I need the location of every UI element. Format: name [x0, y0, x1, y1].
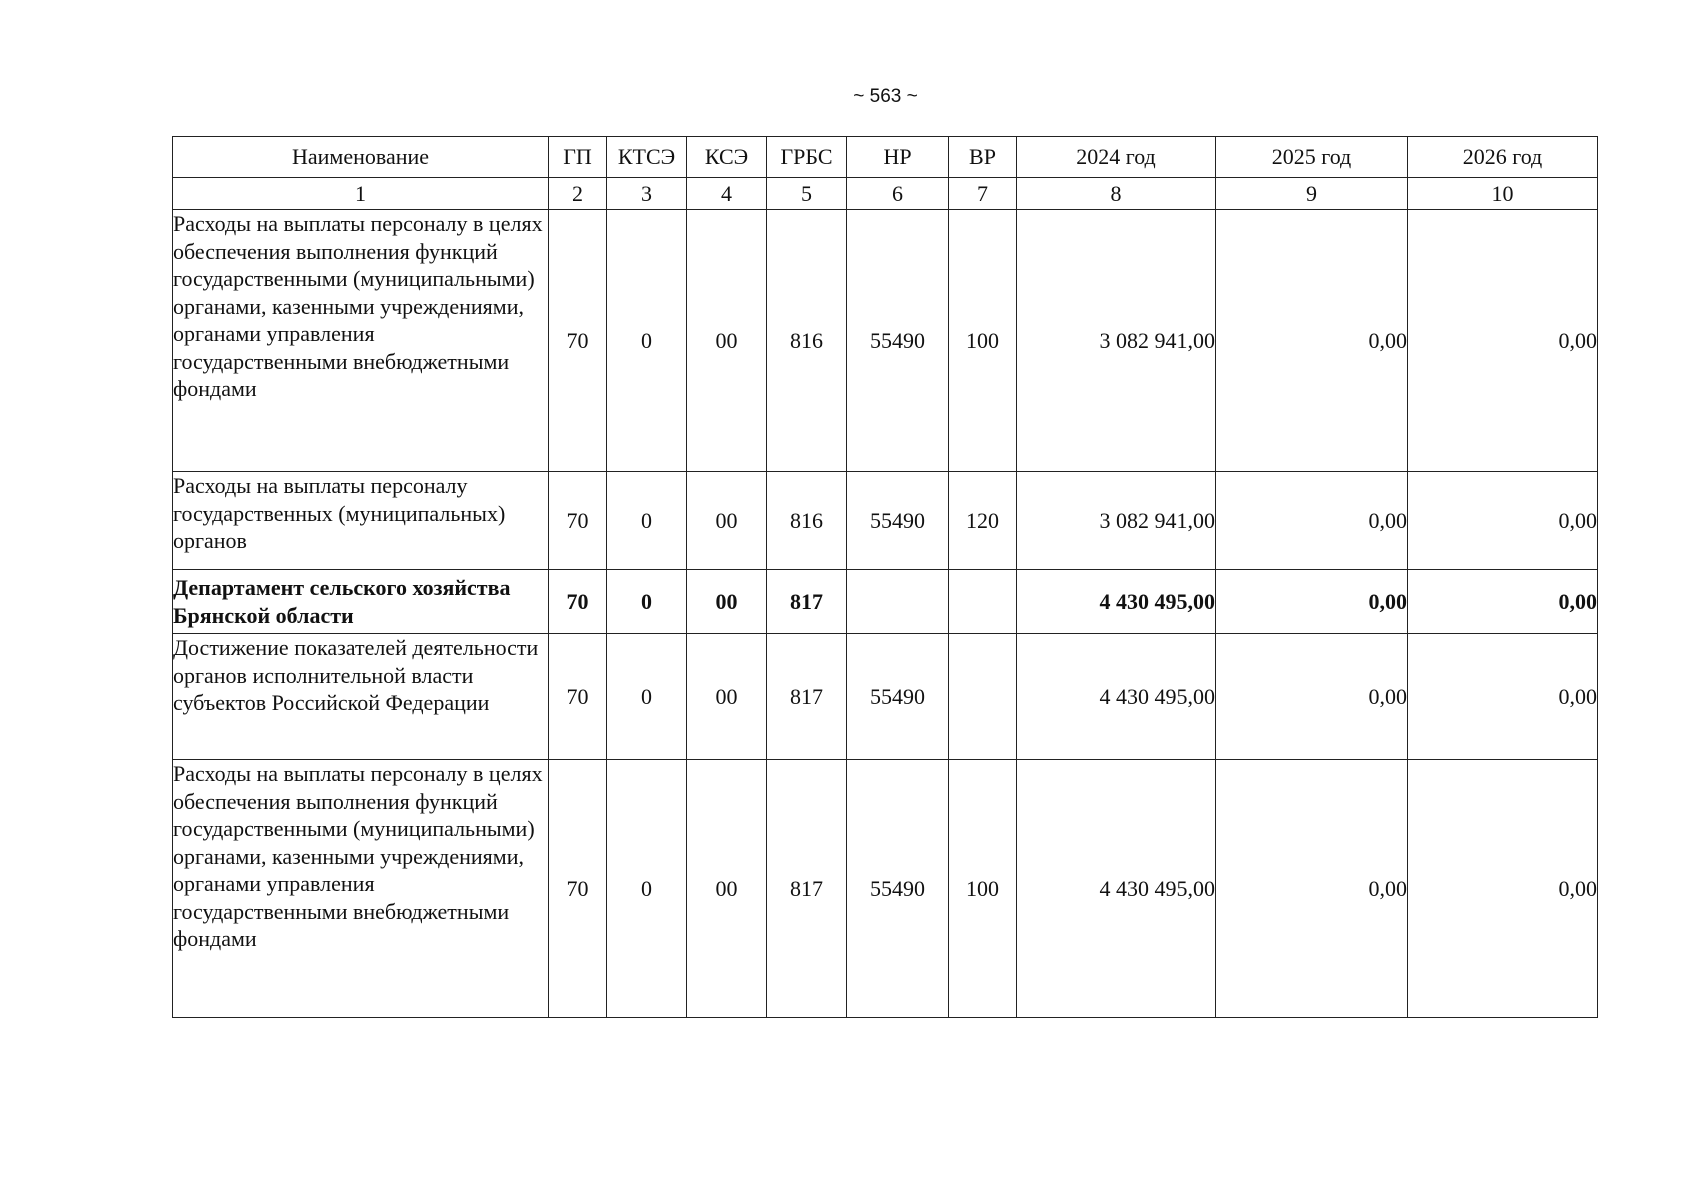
- row-nr: 55490: [847, 472, 949, 570]
- row-amount-2024: 3 082 941,00: [1017, 472, 1216, 570]
- header-kse: КСЭ: [687, 137, 767, 178]
- row-amount-2025: 0,00: [1216, 210, 1408, 472]
- row-nr: [847, 570, 949, 634]
- table-row: [173, 634, 1598, 760]
- row-ktse: 0: [607, 570, 687, 634]
- row-name: Департамент сельского хозяйства Брянской области: [173, 570, 549, 634]
- column-number: 2: [549, 178, 607, 210]
- header-2024: 2024 год: [1017, 137, 1216, 178]
- row-amount-2025: 0,00: [1216, 634, 1408, 760]
- table-body: [173, 210, 1598, 1018]
- table-row: [173, 570, 1598, 634]
- column-number-row: [173, 178, 1598, 210]
- row-vr: 120: [949, 472, 1017, 570]
- row-amount-2024: 4 430 495,00: [1017, 634, 1216, 760]
- row-grbs: 816: [767, 472, 847, 570]
- row-vr: 100: [949, 210, 1017, 472]
- table-header: [173, 137, 1598, 210]
- table-row: [173, 210, 1598, 472]
- header-2025: 2025 год: [1216, 137, 1408, 178]
- row-kse: 00: [687, 570, 767, 634]
- row-ktse: 0: [607, 210, 687, 472]
- row-gp: 70: [549, 634, 607, 760]
- column-number: 9: [1216, 178, 1408, 210]
- row-vr: [949, 634, 1017, 760]
- row-amount-2024: 4 430 495,00: [1017, 760, 1216, 1018]
- row-name: Достижение показателей деятельности органов исполнительной власти субъектов Российской Федерации: [173, 634, 549, 760]
- column-number: 4: [687, 178, 767, 210]
- row-grbs: 816: [767, 210, 847, 472]
- table-row: [173, 760, 1598, 1018]
- row-amount-2026: 0,00: [1408, 570, 1598, 634]
- row-kse: 00: [687, 634, 767, 760]
- row-ktse: 0: [607, 634, 687, 760]
- row-amount-2025: 0,00: [1216, 760, 1408, 1018]
- row-name: Расходы на выплаты персоналу государственных (муниципальных) органов: [173, 472, 549, 570]
- row-grbs: 817: [767, 634, 847, 760]
- row-name: Расходы на выплаты персоналу в целях обеспечения выполнения функций государственными (муниципальными) органами, казенными учреждениями, органами управления государственными внебюджетными фондами: [173, 760, 549, 1018]
- row-vr: [949, 570, 1017, 634]
- row-ktse: 0: [607, 472, 687, 570]
- row-amount-2026: 0,00: [1408, 760, 1598, 1018]
- column-number: 5: [767, 178, 847, 210]
- header-2026: 2026 год: [1408, 137, 1598, 178]
- header-vr: ВР: [949, 137, 1017, 178]
- header-name: Наименование: [173, 137, 549, 178]
- row-amount-2026: 0,00: [1408, 472, 1598, 570]
- header-grbs: ГРБС: [767, 137, 847, 178]
- table-row: [173, 472, 1598, 570]
- row-grbs: 817: [767, 760, 847, 1018]
- row-name: Расходы на выплаты персоналу в целях обеспечения выполнения функций государственными (муниципальными) органами, казенными учреждениями, органами управления государственными внебюджетными фондами: [173, 210, 549, 472]
- column-number: 7: [949, 178, 1017, 210]
- row-amount-2025: 0,00: [1216, 472, 1408, 570]
- row-kse: 00: [687, 760, 767, 1018]
- row-amount-2026: 0,00: [1408, 634, 1598, 760]
- row-grbs: 817: [767, 570, 847, 634]
- column-number: 1: [173, 178, 549, 210]
- row-ktse: 0: [607, 760, 687, 1018]
- row-gp: 70: [549, 472, 607, 570]
- row-amount-2024: 3 082 941,00: [1017, 210, 1216, 472]
- row-amount-2025: 0,00: [1216, 570, 1408, 634]
- row-nr: 55490: [847, 634, 949, 760]
- row-amount-2026: 0,00: [1408, 210, 1598, 472]
- row-gp: 70: [549, 570, 607, 634]
- row-vr: 100: [949, 760, 1017, 1018]
- header-gp: ГП: [549, 137, 607, 178]
- header-ktse: КТСЭ: [607, 137, 687, 178]
- row-amount-2024: 4 430 495,00: [1017, 570, 1216, 634]
- row-gp: 70: [549, 760, 607, 1018]
- column-number: 10: [1408, 178, 1598, 210]
- budget-table: [172, 136, 1598, 1018]
- row-nr: 55490: [847, 760, 949, 1018]
- header-row: [173, 137, 1598, 178]
- column-number: 8: [1017, 178, 1216, 210]
- row-kse: 00: [687, 472, 767, 570]
- column-number: 3: [607, 178, 687, 210]
- row-gp: 70: [549, 210, 607, 472]
- row-nr: 55490: [847, 210, 949, 472]
- row-kse: 00: [687, 210, 767, 472]
- header-nr: НР: [847, 137, 949, 178]
- page-number: ~ 563 ~: [853, 86, 918, 107]
- column-number: 6: [847, 178, 949, 210]
